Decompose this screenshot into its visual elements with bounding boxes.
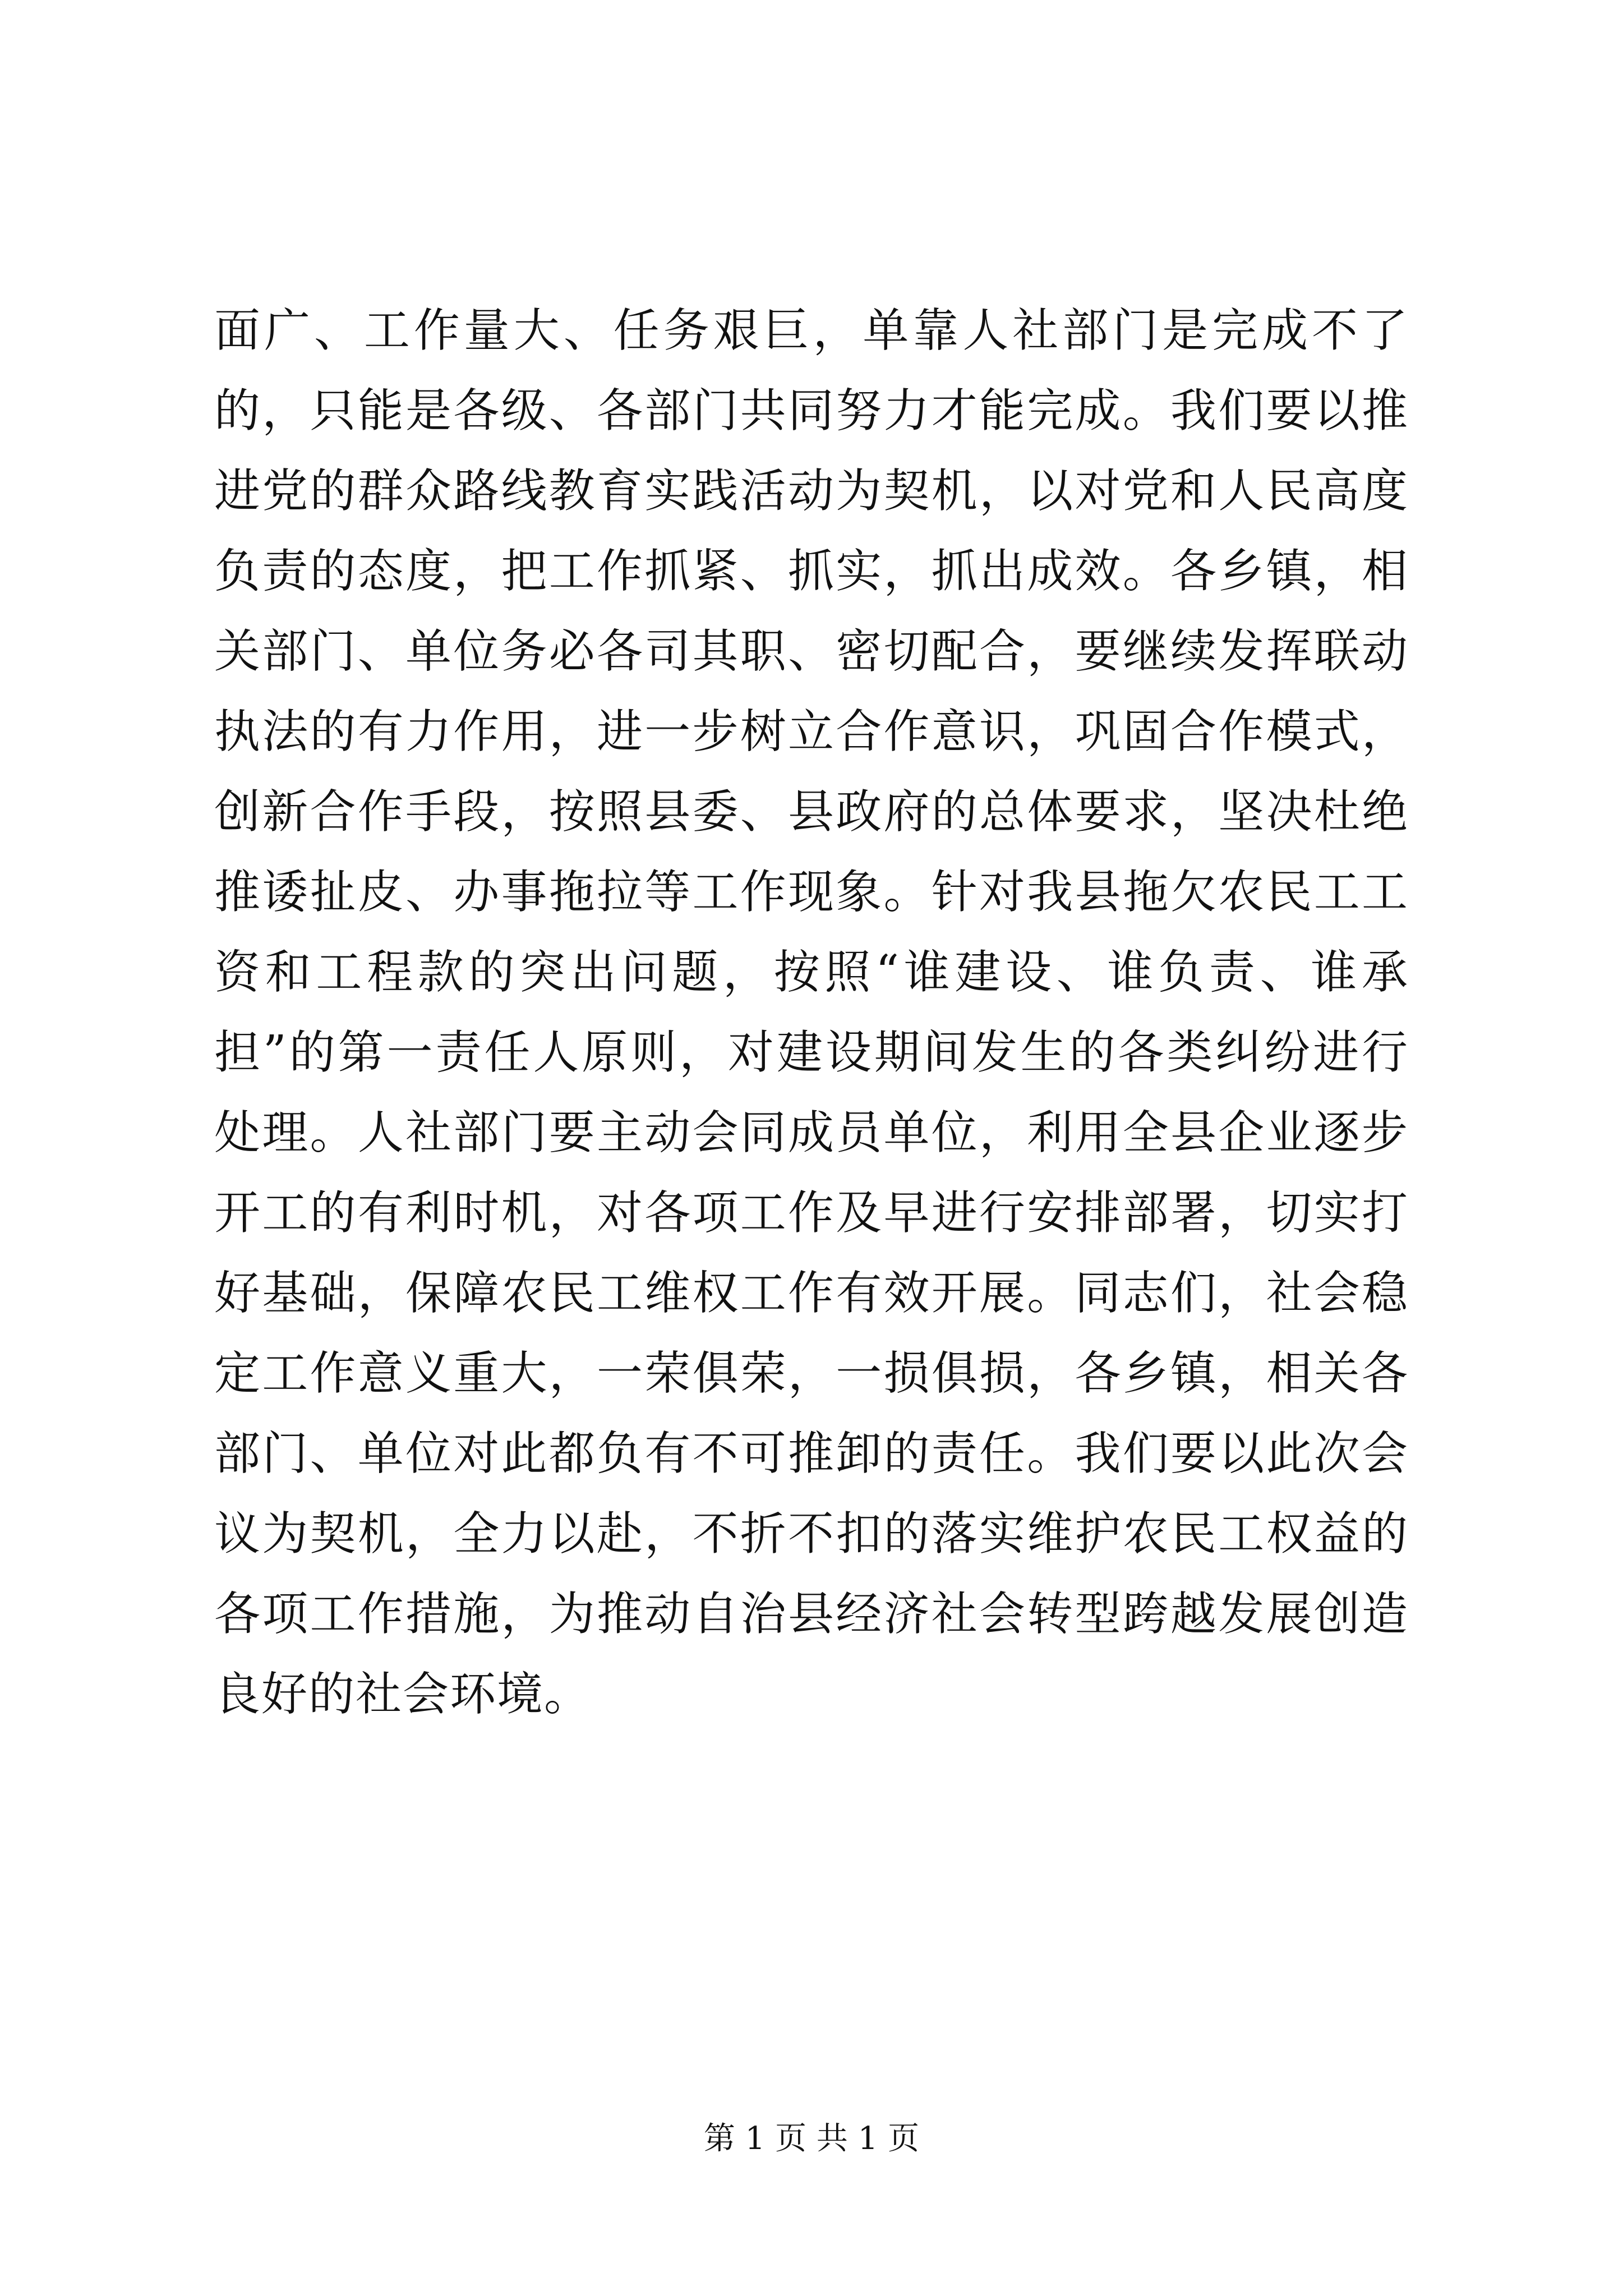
page-footer: 第 1 页 共 1 页 <box>703 2120 920 2157</box>
body-paragraph: 面广、工作量大、任务艰巨，单靠人社部门是完成不了的，只能是各级、各部门共同努力才能完成。我们要以推进党的群众路线教育实践活动为契机，以对党和人民高度负责的态度，把工作抓紧、抓实，抓出成效。各乡镇，相关部门、单位务必各司其职、密切配合，要继续发挥联动执法的有力作用，进一步树立合作意识，巩固合作模式，创新合作手段，按照县委、县政府的总体要求，坚决杜绝推诿扯皮、办事拖拉等工作现象。针对我县拖欠农民工工资和工程款的突出问题，按照“谁建设、谁负责、谁承担”的第一责任人原则，对建设期间发生的各类纠纷进行处理。人社部门要主动会同成员单位，利用全县企业逐步开工的有利时机，对各项工作及早进行安排部署，切实打好基础，保障农民工维权工作有效开展。同志们，社会稳定工作意义重大，一荣俱荣，一损俱损，各乡镇，相关各部门、单位对此都负有不可推卸的责任。我们要以此次会议为契机，全力以赴，不折不扣的落实维护农民工权益的各项工作措施，为推动自治县经济社会转型跨越发展创造良好的社会环境。 <box>214 304 1409 1721</box>
